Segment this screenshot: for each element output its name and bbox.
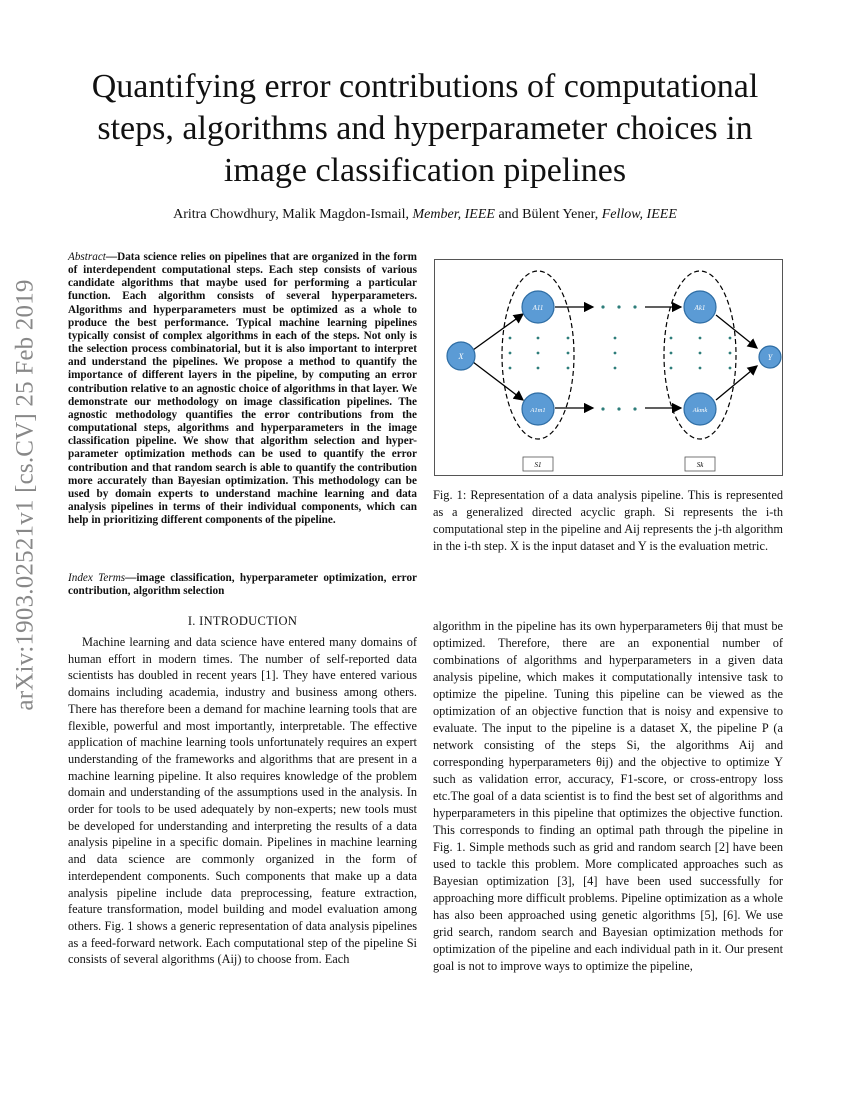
pipeline-diagram: [435, 260, 782, 475]
figure-caption: Fig. 1: Representation of a data analysis pipeline. This is represented as a generalized directed acyclic graph. Si represents the i-th computational step in the pipeline and Aij represents the j-th algorithm in the i-th step. X is the input dataset and Y is the evaluation metric.: [433, 488, 783, 553]
horizontal-ellipsis-dots: [601, 305, 636, 410]
svg-text:A11: A11: [532, 304, 544, 312]
node-ak1: [684, 291, 716, 323]
abstract-lead: Abstract: [68, 251, 106, 263]
node-a11: [522, 291, 554, 323]
svg-text:A1m1: A1m1: [530, 407, 546, 414]
arxiv-identifier: arXiv:1903.02521v1 [cs.CV] 25 Feb 2019: [11, 279, 39, 711]
figure-pipeline-diagram: [434, 259, 783, 476]
svg-text:X: X: [458, 352, 464, 361]
author-role-1: Member, IEEE: [412, 207, 495, 222]
body-paragraph: Machine learning and data science have entered many domains of human effort in modern times. The number of self-reported data scientists has doubled in recent years [1]. They have entered various domains including academia, industry and business among others. There has therefore been a demand for machine learning tools that are flexible, powerful and most importantly, interpretable. The effective application of machine learning tools unfortunately requires an expert understanding of the frameworks and algorithms that are present in a machine learning pipeline. It also requires knowledge of the problem domain and understanding of the assumptions used in the analysis. In order for tools to be used adequately by non-experts; new tools must be developed for understanding and interpreting the results of a data analysis pipeline in a specific domain. Pipelines in machine learning and data science are commonly organized in the form of interdependent components. Such components that make up a data analysis pipeline include data preprocessing, feature extraction, feature transformation, model building and model evaluation among others. Fig. 1 shows a generic representation of data analysis pipelines as a feed-forward network. Each computational step of the pipeline Si consists of several algorithms (Aij) to choose from. Each: [68, 635, 417, 967]
svg-text:Akmk: Akmk: [692, 407, 708, 414]
author-names-2: and Bülent Yener,: [498, 207, 599, 222]
vertical-ellipsis-dots: [509, 337, 732, 370]
author-role-2: Fellow, IEEE: [601, 207, 677, 222]
node-a1m: [522, 393, 554, 425]
author-line: [60, 207, 790, 223]
abstract: [68, 251, 417, 527]
index-terms-lead: Index Terms: [68, 572, 126, 584]
author-names: Aritra Chowdhury, Malik Magdon-Ismail,: [173, 207, 410, 222]
edge-akm-y: [716, 366, 757, 400]
node-x: [447, 342, 475, 370]
section-heading-introduction: I. INTRODUCTION: [187, 614, 298, 628]
svg-text:Ak1: Ak1: [694, 304, 706, 312]
body-column-right: [433, 618, 783, 975]
abstract-text: —Data science relies on pipelines that are organized in the form of interdependent computational steps. Each step consists of various candidate algorithms that maybe used for performing a particular function. Each algorithm consists of several hyperparameters. Algorithms and hyperparameters must be optimized as a whole to produce the best performance. Typical machine learning pipelines typically consist of complex algorithms in each of the steps. Not only is the selection process combinatorial, but it is also important to interpret and understand the pipelines. We propose a method to quantify the importance of different layers in the pipeline, by computing an error contribution relative to an agnostic choice of algorithms in that layer. We demonstrate our methodology on image classification pipelines. The agnostic methodology quantifies the error contributions from the computational steps, algorithms and hyperparameters in the image classification pipeline. We show that algorithm selection and hyper-parameter optimization methods can be used to quantify the error contribution and that random search is able to quantify the contribution more accurately than Bayesian optimization. This methodology can be used by domain experts to understand machine learning and data analysis pipelines in terms of their individual components, which can help in prioritizing different components of the pipeline.: [68, 251, 417, 527]
index-terms-text: —image classification, hyperparameter optimization, error contribution, algorithm selection: [68, 572, 418, 598]
svg-text:Sk: Sk: [696, 461, 704, 469]
step-label-sk: [685, 457, 715, 471]
body-column-left: [68, 634, 417, 968]
step-label-s1: [523, 457, 553, 471]
node-akm: [684, 393, 716, 425]
body-paragraph: algorithm in the pipeline has its own hyperparameters θij that must be optimized. Therefore, there are an exponential number of combinations of algorithms and hyperparameters in a given data analysis pipeline, which makes it computationally intensive task to optimize the pipeline. Tuning this pipeline can be viewed as the optimization of an objective function that is noisy and expensive to evaluate. The input to the pipeline is a dataset X, the pipeline P (a network consisting of the steps Si, the algorithms Aij and corresponding hyperparameters θij) and the objective to optimize Y such as validation error, accuracy, F1-score, or cross-entropy loss etc.The goal of a data scientist is to find the best set of algorithms and hyperparameters in this pipeline that optimizes the objective function. This corresponds to finding an optimal path through the pipeline in Fig. 1. Simple methods such as grid and random search [2] have been used to tackle this problem. More complicated approaches such as Bayesian optimization [3], [4] have been used successfully for approaching more difficult problems. Pipeline optimization as a whole has also been approached using genetic algorithms [5], [6]. We use grid search, random search and Bayesian optimization methods for optimization of the pipeline and each individual path in it. Our present goal is not to improve ways to optimize the pipeline,: [433, 619, 783, 973]
edge-x-a1m: [473, 362, 523, 400]
svg-text:Y: Y: [767, 353, 773, 362]
index-terms: [68, 572, 417, 598]
svg-text:S1: S1: [534, 461, 542, 469]
node-y: [759, 346, 781, 368]
edge-ak1-y: [716, 315, 757, 348]
paper-title: Quantifying error contributions of computational steps, algorithms and hyperparameter choices in image classification pipelines: [91, 68, 759, 189]
edge-x-a11: [473, 314, 523, 350]
